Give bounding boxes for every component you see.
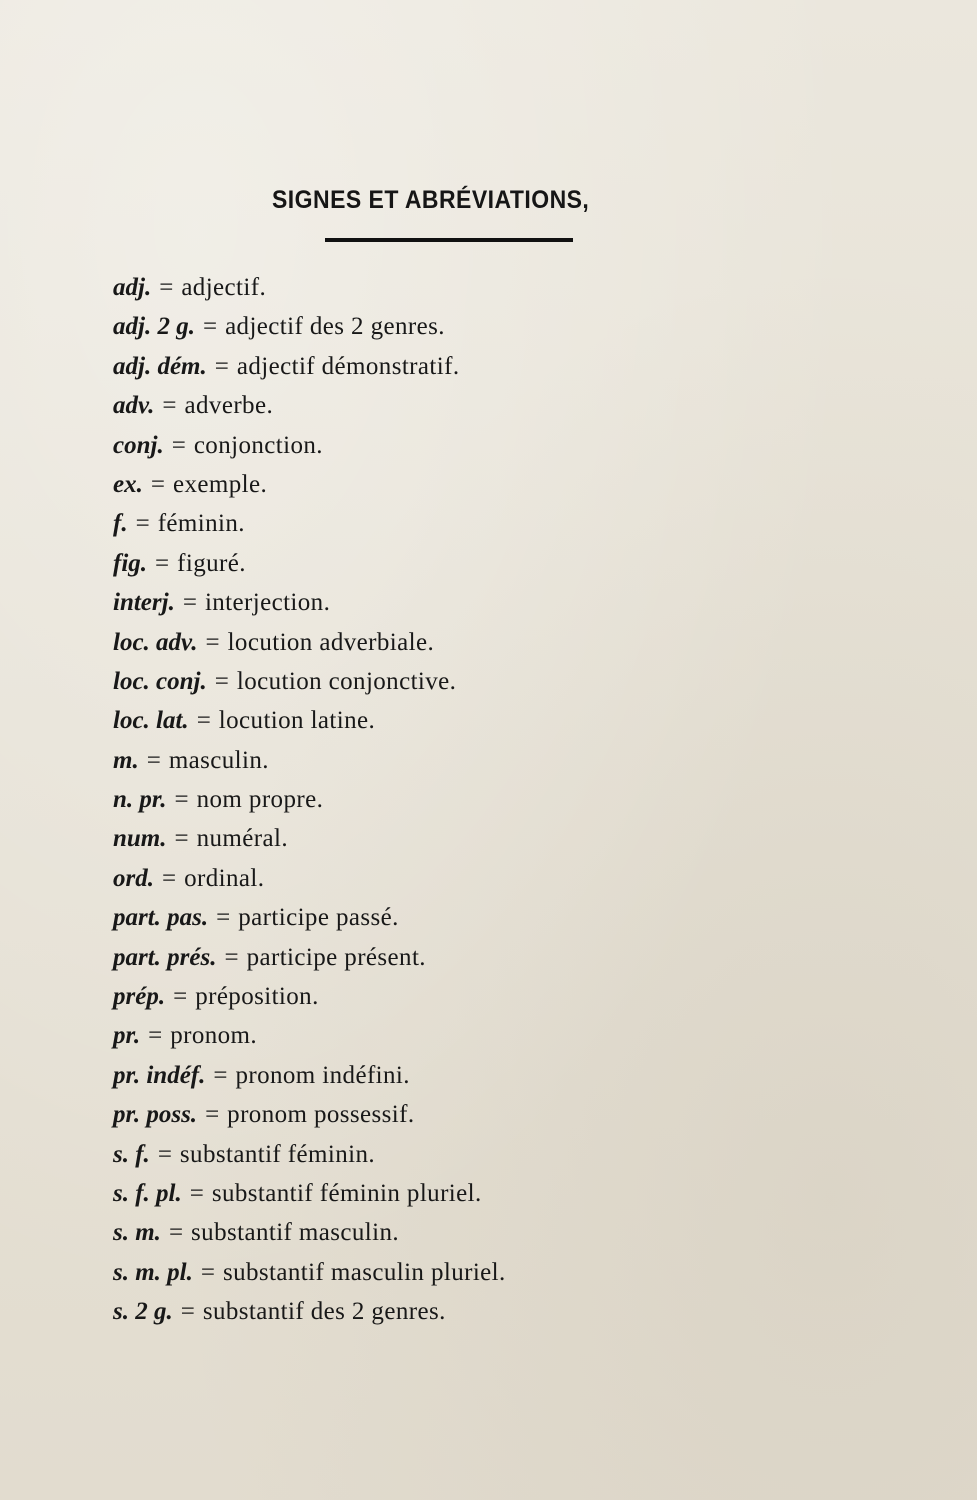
abbreviation: ex. — [113, 470, 143, 498]
list-item — [113, 307, 506, 346]
equals-sign: = — [174, 825, 189, 853]
list-item — [113, 1292, 506, 1331]
abbreviation: adj. dém. — [113, 352, 207, 380]
title-underline — [325, 238, 573, 242]
definition: participe passé. — [238, 904, 399, 932]
abbreviation: ord. — [113, 864, 154, 892]
abbreviation: prép. — [113, 983, 166, 1011]
list-item — [113, 583, 506, 622]
list-item — [113, 859, 506, 898]
definition: locution conjonctive. — [236, 667, 457, 695]
abbreviation: loc. lat. — [113, 707, 189, 735]
list-item — [113, 741, 506, 780]
definition: nom propre. — [196, 786, 324, 814]
list-item — [113, 662, 506, 701]
equals-sign: = — [155, 549, 170, 577]
equals-sign: = — [216, 904, 231, 932]
abbreviation: n. pr. — [113, 786, 167, 814]
abbreviation: loc. conj. — [113, 667, 207, 695]
list-item — [113, 1174, 506, 1213]
abbreviation: part. pas. — [113, 904, 209, 932]
definition: pronom indéfini. — [235, 1061, 410, 1089]
definition: substantif masculin pluriel. — [222, 1258, 506, 1286]
list-item — [113, 623, 506, 662]
definition: pronom possessif. — [227, 1101, 415, 1129]
definition: locution adverbiale. — [227, 628, 435, 656]
abbreviation: s. f. — [113, 1140, 150, 1168]
definition: préposition. — [195, 983, 319, 1011]
abbreviation: adj. — [113, 274, 152, 301]
abbreviation: pr. poss. — [113, 1101, 198, 1129]
abbreviation: adj. 2 g. — [113, 313, 195, 341]
definition: interjection. — [204, 589, 331, 617]
definition: substantif des 2 genres. — [202, 1298, 446, 1326]
equals-sign: = — [159, 274, 174, 301]
equals-sign: = — [150, 470, 165, 498]
equals-sign: = — [157, 1140, 172, 1168]
list-item — [113, 1213, 506, 1252]
equals-sign: = — [135, 510, 150, 538]
list-item — [113, 504, 506, 543]
list-item — [113, 819, 506, 858]
list-item — [113, 1016, 506, 1055]
definition: adverbe. — [184, 392, 274, 420]
definition: féminin. — [157, 510, 245, 538]
abbreviation: loc. adv. — [113, 628, 198, 656]
definition: adjectif. — [181, 274, 267, 301]
abbreviation: fig. — [113, 549, 148, 577]
list-item — [113, 386, 506, 425]
abbreviation: s. f. pl. — [113, 1179, 182, 1207]
abbreviation: adv. — [113, 392, 155, 420]
list-item — [113, 977, 506, 1016]
list-item — [113, 426, 506, 465]
definition: numéral. — [196, 825, 288, 853]
list-item — [113, 268, 506, 307]
list-item — [113, 465, 506, 504]
abbreviation: interj. — [113, 589, 175, 617]
abbreviation: part. prés. — [113, 943, 217, 971]
equals-sign: = — [168, 1219, 184, 1247]
list-item — [113, 780, 506, 819]
list-item — [113, 701, 506, 740]
list-item — [113, 1135, 506, 1174]
equals-sign: = — [161, 864, 177, 892]
equals-sign: = — [214, 667, 229, 695]
equals-sign: = — [205, 1101, 220, 1129]
equals-sign: = — [148, 1022, 163, 1050]
list-item — [113, 1056, 506, 1095]
list-item — [113, 938, 506, 977]
definition: substantif féminin. — [179, 1140, 375, 1168]
abbreviation: s. m. — [113, 1219, 161, 1247]
equals-sign: = — [205, 628, 220, 656]
abbreviation: m. — [113, 746, 139, 774]
abbreviation: f. — [113, 510, 128, 538]
list-item — [113, 898, 506, 937]
list-item — [113, 347, 506, 386]
definition: figuré. — [177, 549, 246, 577]
equals-sign: = — [162, 392, 177, 420]
page-title: SIGNES ET ABRÉVIATIONS, — [272, 186, 590, 214]
equals-sign: = — [200, 1258, 215, 1286]
abbreviation: num. — [113, 825, 167, 853]
equals-sign: = — [171, 431, 186, 459]
equals-sign: = — [189, 1179, 204, 1207]
list-item — [113, 1095, 506, 1134]
definition: locution latine. — [218, 707, 376, 735]
equals-sign: = — [182, 589, 197, 617]
abbreviation-list — [113, 268, 506, 1332]
definition: ordinal. — [184, 864, 265, 892]
abbreviation: s. m. pl. — [113, 1258, 193, 1286]
abbreviation: conj. — [113, 431, 164, 459]
equals-sign: = — [173, 983, 188, 1011]
equals-sign: = — [146, 746, 161, 774]
equals-sign: = — [214, 352, 229, 380]
definition: exemple. — [172, 470, 268, 498]
definition: masculin. — [168, 746, 269, 774]
definition: conjonction. — [193, 431, 323, 459]
definition: substantif féminin pluriel. — [211, 1179, 482, 1207]
list-item — [113, 544, 506, 583]
list-item — [113, 1253, 506, 1292]
equals-sign: = — [202, 313, 218, 341]
equals-sign: = — [224, 943, 239, 971]
abbreviation: pr. indéf. — [113, 1061, 206, 1089]
definition: substantif masculin. — [191, 1219, 400, 1247]
definition: adjectif des 2 genres. — [225, 313, 445, 341]
definition: participe présent. — [246, 943, 426, 971]
equals-sign: = — [174, 786, 189, 814]
abbreviation: s. 2 g. — [113, 1298, 173, 1326]
definition: pronom. — [170, 1022, 258, 1050]
equals-sign: = — [213, 1061, 228, 1089]
equals-sign: = — [196, 707, 211, 735]
abbreviation: pr. — [113, 1022, 141, 1050]
equals-sign: = — [180, 1298, 195, 1326]
definition: adjectif démonstratif. — [236, 352, 460, 380]
